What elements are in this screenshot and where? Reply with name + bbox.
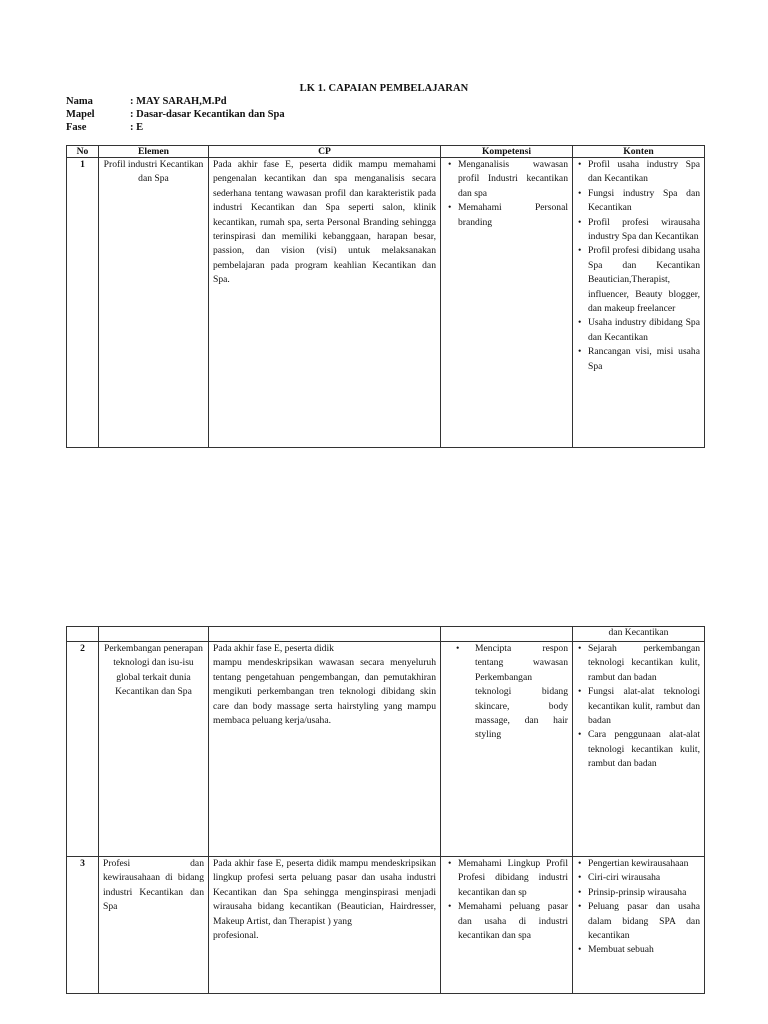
empty-cell bbox=[67, 627, 99, 642]
cp-body: mampu mendeskripsikan wawasan secara menyeluruh tentang pengetahuan pengembangan, dan pemutakhiran mengikuti perkembangan tren teknologi dibidang skin care dan body massage serta hairstyling yang mampu membaca peluang kerja/usaha. bbox=[213, 657, 436, 727]
row-cp bbox=[209, 642, 441, 857]
meta-label: Nama bbox=[66, 96, 93, 107]
row-elemen: Profil industri Kecantikan dan Spa bbox=[99, 158, 209, 448]
header-kompetensi: Kompetensi bbox=[441, 146, 573, 158]
cp-table-page-2 bbox=[66, 626, 705, 994]
row-number: 2 bbox=[67, 642, 99, 857]
row-cp: Pada akhir fase E, peserta didik mampu memahami pengenalan kecantikan dan spa menganalisis secara sederhana tentang wawasan profil dan karakteristik pada industri Kecantikan dan Spa seperti salon, klinik kecantikan, rumah spa, serta Personal Branding sehingga terinspirasi dan memiliki kebanggaan, harapan besar, passion, dan vision (visi) untuk melaksanakan pembelajaran pada program keahlian Kecantikan dan Spa. bbox=[209, 158, 441, 448]
list-item: • Pengertian kewirausahaan bbox=[577, 857, 700, 871]
cp-last-line: profesional. bbox=[213, 930, 259, 942]
row-number: 3 bbox=[67, 857, 99, 994]
list-item: • Rancangan visi, misi usaha Spa bbox=[577, 345, 700, 374]
row-elemen: Perkembangan penerapan teknologi dan isu-isu global terkait dunia Kecantikan dan Spa bbox=[99, 642, 209, 857]
row-kompetensi bbox=[441, 857, 573, 994]
list-item: • Prinsip-prinsip wirausaha bbox=[577, 886, 700, 900]
cp-body: Pada akhir fase E, peserta didik mampu mendeskripsikan lingkup profesi serta peluang pasar dan usaha industri Kecantikan dan Spa sehingga menginspirasi menjadi wirausaha bidang kecantikan (Beautician, Hairdresser, Makeup Artist, dan Therapist ) yang bbox=[213, 858, 436, 927]
meta-nama bbox=[66, 95, 285, 108]
row-konten-continuation: dan Kecantikan bbox=[573, 627, 705, 642]
header-cp: CP bbox=[209, 146, 441, 158]
meta-value: : E bbox=[130, 122, 144, 133]
list-item: • Profil usaha industry Spa dan Kecantikan bbox=[577, 158, 700, 187]
row-number: 1 bbox=[67, 158, 99, 448]
header-no: No bbox=[67, 146, 99, 158]
list-item: • Fungsi alat-alat teknologi kecantikan kulit, rambut dan badan bbox=[577, 685, 700, 728]
list-item: • Membuat sebuah bbox=[577, 943, 700, 957]
list-item: • Usaha industry dibidang Spa dan Kecantikan bbox=[577, 316, 700, 345]
list-item: • Fungsi industry Spa dan Kecantikan bbox=[577, 187, 700, 216]
row-konten bbox=[573, 158, 705, 448]
meta-mapel bbox=[66, 108, 285, 121]
row-konten bbox=[573, 642, 705, 857]
list-item: • Ciri-ciri wirausaha bbox=[577, 871, 700, 885]
list-item: • Profil profesi wirausaha industry Spa dan Kecantikan bbox=[577, 216, 700, 245]
list-item: • Menganalisis wawasan profil Industri kecantikan dan spa bbox=[445, 158, 568, 201]
table-row bbox=[67, 642, 705, 857]
meta-value: : Dasar-dasar Kecantikan dan Spa bbox=[130, 109, 285, 120]
meta-fase bbox=[66, 121, 285, 134]
empty-cell bbox=[209, 627, 441, 642]
empty-cell bbox=[441, 627, 573, 642]
list-item: • Mencipta respon tentang wawasan Perkembangan teknologi bidang skincare, body massage, dan hair styling bbox=[453, 642, 568, 743]
list-item: • Profil profesi dibidang usaha Spa dan Kecantikan Beautician,Therapist, influencer, Beauty blogger, dan makeup freelancer bbox=[577, 244, 700, 316]
table-row-continuation bbox=[67, 627, 705, 642]
cp-first-line: Pada akhir fase E, peserta didik bbox=[213, 643, 334, 654]
row-kompetensi bbox=[441, 642, 573, 857]
list-item: • Sejarah perkembangan teknologi kecantikan kulit, rambut dan badan bbox=[577, 642, 700, 685]
row-cp bbox=[209, 857, 441, 994]
list-item: • Memahami Personal branding bbox=[445, 201, 568, 230]
header-konten: Konten bbox=[573, 146, 705, 158]
document-title: LK 1. CAPAIAN PEMBELAJARAN bbox=[299, 83, 469, 94]
list-item: • Peluang pasar dan usaha dalam bidang SPA dan kecantikan bbox=[577, 900, 700, 943]
header-elemen: Elemen bbox=[99, 146, 209, 158]
meta-value: : MAY SARAH,M.Pd bbox=[130, 96, 227, 107]
list-item: • Memahami peluang pasar dan usaha di industri kecantikan dan spa bbox=[445, 900, 568, 943]
table-row bbox=[67, 158, 705, 448]
meta-label: Fase bbox=[66, 122, 87, 133]
document-meta bbox=[66, 95, 285, 134]
table-header-row bbox=[67, 146, 705, 158]
list-item: • Memahami Lingkup Profil Profesi dibidang industri kecantikan dan sp bbox=[445, 857, 568, 900]
cp-table-page-1 bbox=[66, 145, 705, 448]
meta-label: Mapel bbox=[66, 109, 95, 120]
row-konten bbox=[573, 857, 705, 994]
table-row bbox=[67, 857, 705, 994]
list-item: • Cara penggunaan alat-alat teknologi kecantikan kulit, rambut dan badan bbox=[577, 728, 700, 771]
row-elemen: Profesi dan kewirausahaan di bidang industri Kecantikan dan Spa bbox=[99, 857, 209, 994]
empty-cell bbox=[99, 627, 209, 642]
row-kompetensi bbox=[441, 158, 573, 448]
